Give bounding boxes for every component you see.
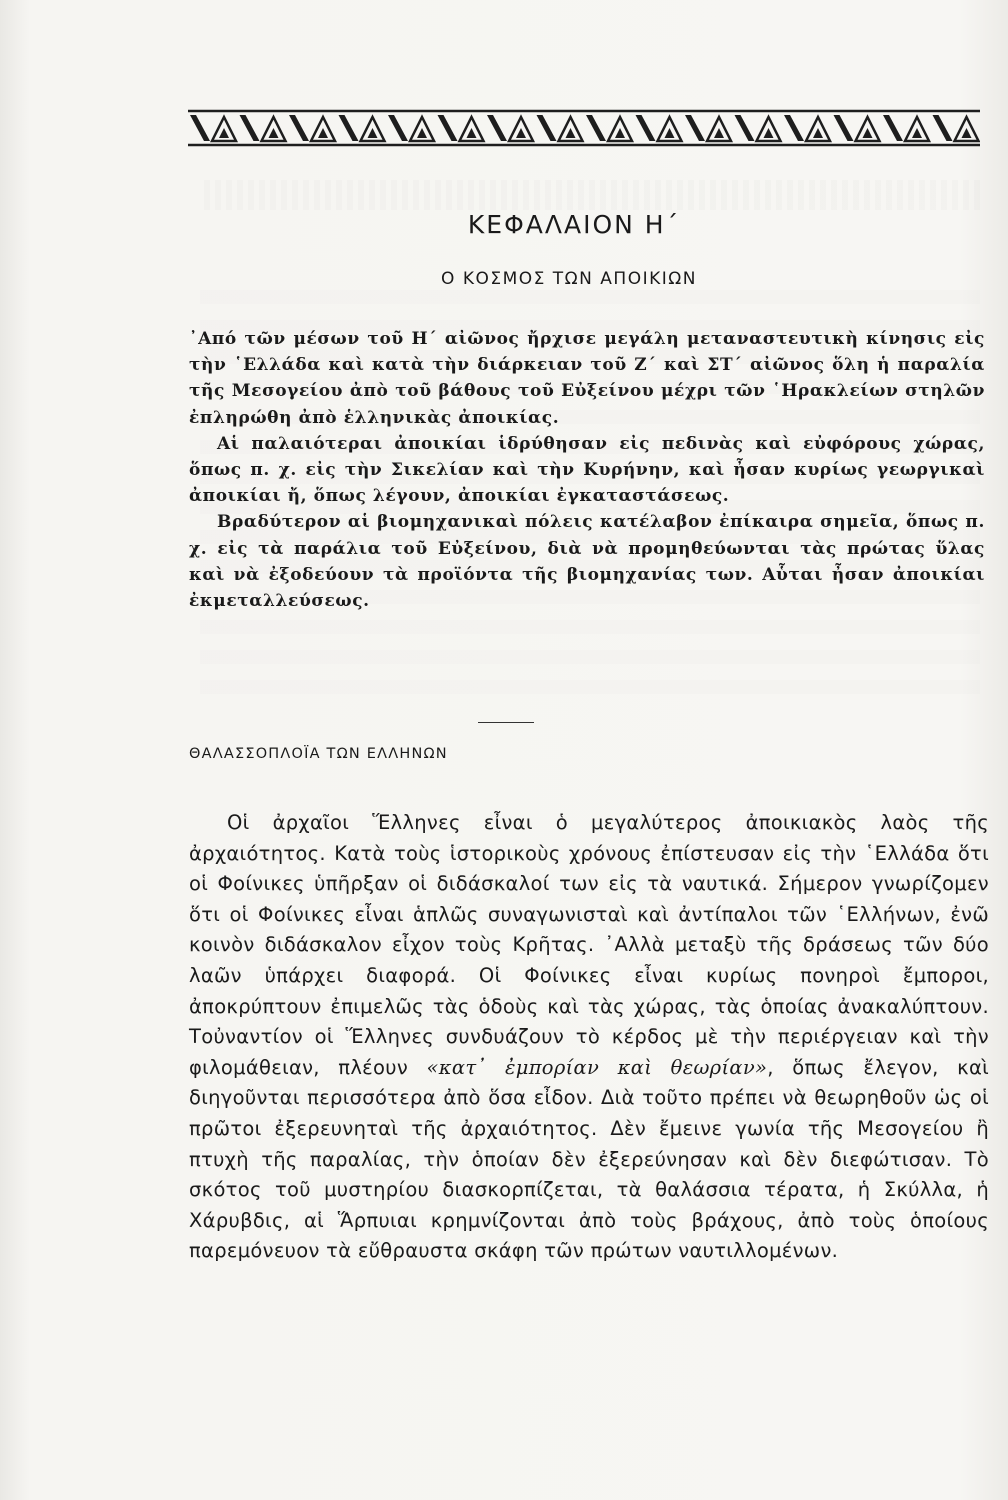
ornament-triangle-inner	[417, 128, 427, 138]
ornament-triangle-inner	[467, 128, 477, 138]
ornament-bar	[834, 115, 854, 141]
bleed-through-artifact	[200, 180, 980, 210]
decorative-border-ornament	[188, 108, 980, 148]
ornament-bar	[537, 115, 557, 141]
ornament-bar	[636, 115, 656, 141]
ornament-bar	[388, 115, 408, 141]
ornament-bar	[586, 115, 606, 141]
ornament-bar	[933, 115, 953, 141]
ornament-triangle-inner	[318, 128, 328, 138]
intro-paragraph: Βραδύτερον αἱ βιομηχανικαὶ πόλεις κατέλαβον ἐπίκαιρα σημεῖα, ὅπως π. χ. εἰς τὰ παράλια τοῦ Εὐξείνου, διὰ νὰ προμηθεύωνται τὰς πρώτας ὕλας καὶ νὰ ἐξοδεύουν τὰ προϊόντα τῆς βιομηχανίας των. Αὗται ἦσαν ἀποικίαι ἐκμεταλλεύσεως.	[189, 512, 985, 612]
ornament-triangle-inner	[269, 128, 279, 138]
ornament-bar	[240, 115, 260, 141]
section-title: Ο ΚΟΣΜΟΣ ΤΩΝ ΑΠΟΙΚΙΩΝ	[441, 269, 697, 289]
ornament-bar	[190, 115, 210, 141]
ornament-bar	[883, 115, 903, 141]
intro-paragraph: Αἱ παλαιότεραι ἀποικίαι ἱδρύθησαν εἰς πεδινὰς καὶ εὐφόρους χώρας, ὅπως π. χ. εἰς τὴν Σικελίαν καὶ τὴν Κυρήνην, καὶ ἦσαν κυρίως γεωργικαὶ ἀποικίαι ἤ, ὅπως λέγουν, ἀποικίαι ἐγκαταστάσεως.	[189, 433, 985, 507]
ornament-triangle-inner	[714, 128, 724, 138]
body-text-part: Οἱ ἀρχαῖοι Ἕλληνες εἶναι ὁ μεγαλύτερος ἀποικιακὸς λαὸς τῆς ἀρχαιότητος. Κατὰ τοὺς ἱστορικοὺς χρόνους ἐπίστευσαν εἰς τὴν ῾Ελλάδα ὅτι οἱ Φοίνικες ὑπῆρξαν οἱ διδάσκαλοί των εἰς τὰ ναυτικά. Σήμερον γνωρίζομεν ὅτι οἱ Φοίνικες εἶναι ἁπλῶς συναγωνισταὶ καὶ ἀντίπαλοι τῶν ῾Ελλήνων, ἐνῶ κοινὸν διδάσκαλον εἶχον τοὺς Κρῆτας. ᾿Αλλὰ μεταξὺ τῆς δράσεως τῶν δύο λαῶν ὑπάρχει διαφορά. Οἱ Φοίνικες εἶναι κυρίως πονηροὶ ἔμποροι, ἀποκρύπτουν ἐπιμελῶς τὰς ὁδοὺς καὶ τὰς χώρας, τὰς ὁποίας ἀνακαλύπτουν. Τοὐναντίον οἱ Ἕλληνες συνδυάζουν τὸ κέρδος μὲ τὴν περιέργειαν καὶ τὴν φιλομάθειαν, πλέουν	[189, 811, 989, 1079]
ornament-triangle-inner	[516, 128, 526, 138]
body-text	[189, 808, 989, 1267]
body-paragraph	[189, 808, 989, 1267]
ornament-triangle-inner	[764, 128, 774, 138]
ornament-triangle-inner	[912, 128, 922, 138]
ornament-triangle-inner	[368, 128, 378, 138]
body-text-part: , ὅπως ἔλεγον, καὶ διηγοῦνται περισσότερα ἀπὸ ὅσα εἶδον. Διὰ τοῦτο πρέπει νὰ θεωρηθοῦν ὡς οἱ πρῶτοι ἐξερευνηταὶ τῆς ἀρχαιότητος. Δὲν ἔμεινε γωνία τῆς Μεσογείου ἢ πτυχὴ τῆς παραλίας, τὴν ὁποίαν δὲν ἐξερεύνησαν καὶ δὲν διεφώτισαν. Τὸ σκότος τοῦ μυστηρίου διασκορπίζεται, τὰ θαλάσσια τέρατα, ἡ Σκύλλα, ἡ Χάρυβδις, αἱ Ἅρπυιαι κρημνίζονται ἀπὸ τοὺς βράχους, ἀπὸ τοὺς ὁποίους παρεμόνευον τὰ εὔθραυστα σκάφη τῶν πρώτων ναυτιλλομένων.	[189, 1055, 990, 1263]
ornament-bar	[685, 115, 705, 141]
ornament-triangle-inner	[863, 128, 873, 138]
intro-summary	[189, 326, 985, 614]
ornament-triangle-inner	[219, 128, 229, 138]
subheading: ΘΑΛΑΣΣΟΠΛΟΪΑ ΤΩΝ ΕΛΛΗΝΩΝ	[189, 746, 448, 762]
ornament-bar	[339, 115, 359, 141]
ornament-bar	[735, 115, 755, 141]
ornament-triangle-inner	[813, 128, 823, 138]
ornament-bar	[438, 115, 458, 141]
ornament-bar	[487, 115, 507, 141]
section-divider	[478, 722, 534, 723]
italic-phrase: «κατ᾿ ἐμπορίαν καὶ θεωρίαν»	[426, 1055, 768, 1079]
ornament-triangle-inner	[665, 128, 675, 138]
ornament-bar	[289, 115, 309, 141]
ornament-triangle-inner	[566, 128, 576, 138]
chapter-title: ΚΕΦΑΛΑΙΟΝ Η΄	[467, 210, 681, 239]
ornament-triangle-inner	[962, 128, 972, 138]
ornament-triangle-inner	[615, 128, 625, 138]
intro-paragraph: ᾿Από τῶν μέσων τοῦ Η΄ αἰῶνος ἤρχισε μεγάλη μεταναστευτικὴ κίνησις εἰς τὴν ῾Ελλάδα καὶ κατὰ τὴν διάρκειαν τοῦ Ζ΄ καὶ ΣΤ΄ αἰῶνος ὅλη ἡ παραλία τῆς Μεσογείου ἀπὸ τοῦ βάθους τοῦ Εὐξείνου μέχρι τῶν ῾Ηρακλείων στηλῶν ἐπληρώθη ἀπὸ ἑλληνικὰς ἀποικίας.	[189, 329, 985, 428]
ornament-bar	[784, 115, 804, 141]
